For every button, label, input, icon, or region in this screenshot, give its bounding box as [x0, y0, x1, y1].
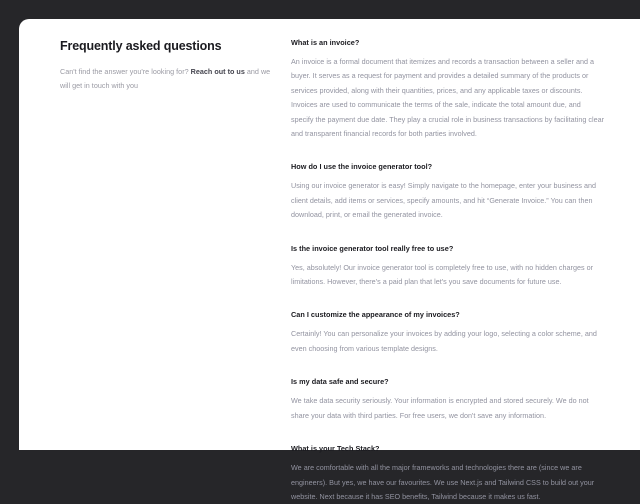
faq-question[interactable]: Is the invoice generator tool really free to use?: [291, 243, 454, 253]
faq-question[interactable]: How do I use the invoice generator tool?: [291, 162, 433, 172]
faq-item[interactable]: [291, 309, 604, 356]
faq-question[interactable]: Can I customize the appearance of my invoices?: [291, 310, 460, 320]
faq-item[interactable]: [291, 37, 604, 141]
faq-answer: Using our invoice generator is easy! Simply navigate to the homepage, enter your business and client details, add items or services, specify amounts, and hit “Generate Invoice.” You can then download, print, or email the generated invoice.: [291, 181, 597, 220]
faq-intro-column: [60, 38, 275, 92]
faq-content-card: [19, 19, 640, 501]
faq-item[interactable]: [291, 161, 604, 222]
faq-answer: We take data security seriously. Your information is encrypted and stored securely. We do not share your data with third parties. For free users, we don't save any information.: [291, 396, 589, 420]
faq-subtitle: [60, 54, 275, 92]
faq-item[interactable]: [291, 443, 604, 504]
faq-question[interactable]: What is an invoice?: [291, 38, 360, 47]
faq-list: [291, 37, 604, 504]
faq-answer: Yes, absolutely! Our invoice generator tool is completely free to use, with no hidden charges or limitations. However, there's a paid plan that let's you save documents for future use.: [291, 262, 594, 287]
faq-item[interactable]: [291, 243, 604, 290]
faq-question[interactable]: What is your Tech Stack?: [291, 444, 380, 454]
faq-subtitle-text-before: Can't find the answer you're looking for?: [60, 67, 191, 76]
faq-answer: Certainly! You can personalize your invoices by adding your logo, selecting a color scheme, and even choosing from various template designs.: [291, 329, 597, 353]
page-title: Frequently asked questions: [60, 39, 222, 53]
reach-out-link[interactable]: Reach out to us: [190, 67, 245, 76]
faq-answer: An invoice is a formal document that itemizes and records a transaction between a seller and a buyer. It serves as a request for payment and provides a detailed summary of the products or services provided, along with their quantities, prices, and any applicable taxes or discounts. Invoices are used to communicate the terms of the sale, indicate the total amount due, and specify the payment due date. They play a crucial role in business transactions by facilitating clear and transparent financial records for both parties involved.: [291, 57, 605, 139]
faq-answer: We are comfortable with all the major frameworks and technologies there are (since we are engineers). But yes, we have our favourites. We use Next.js and Tailwind CSS to build out your website. Next because it has SEO benefits, Tailwind because it makes us fast.: [291, 463, 595, 501]
faq-subtitle-text-after: and we will get in touch with you: [60, 67, 271, 90]
faq-section: [19, 19, 640, 501]
faq-item[interactable]: [291, 376, 604, 423]
faq-question[interactable]: Is my data safe and secure?: [291, 377, 389, 387]
